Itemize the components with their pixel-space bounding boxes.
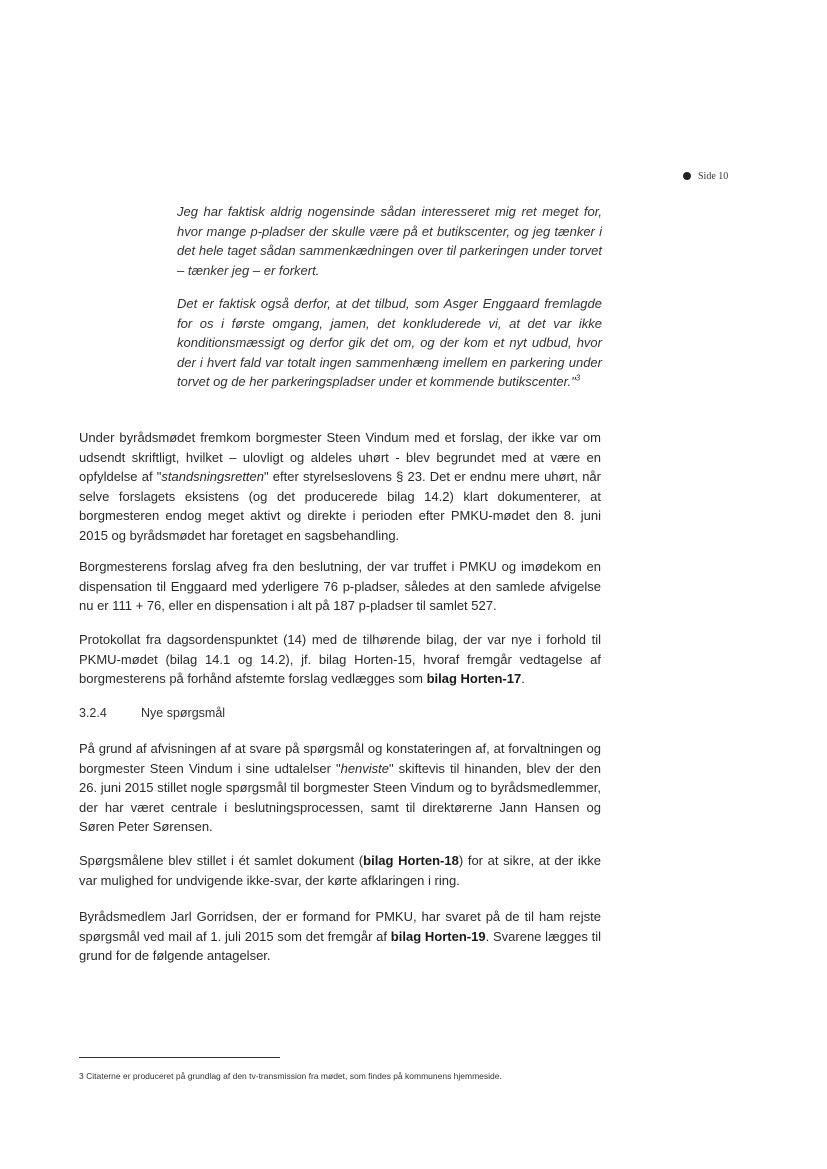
body-paragraph-5: Spørgsmålene blev stillet i ét samlet dokument (bilag Horten-18) for at sikre, at der ikke var mulighed for undvigende ikke-svar, der kørte afklaringen i ring. [79, 853, 601, 888]
quote-text-1: Jeg har faktisk aldrig nogensinde sådan interesseret mig ret meget for, hvor mange p-pladser der skulle være på et butikscenter, og jeg tænker i det hele taget sådan sammenkædningen over til parkeringen under torvet – tænker jeg – er forkert. [177, 204, 602, 278]
henviste-term: henviste [340, 760, 390, 776]
body-paragraph-6: Byrådsmedlem Jarl Gorridsen, der er formand for PMKU, har svaret på de til ham rejste spørgsmål ved mail af 1. juli 2015 som det fremgår af bilag Horten-19. Svarene lægges til grund for de følgende antagelser. [79, 909, 601, 963]
quote-paragraph-2 [177, 294, 602, 392]
bilag-horten-19-reference: bilag Horten-19 [390, 928, 486, 944]
footnote-divider [79, 1057, 280, 1058]
page-header [683, 169, 728, 183]
footnote-number: 3 [79, 1071, 84, 1081]
quote-paragraph-1 [177, 202, 602, 280]
body-paragraph-3: Protokollat fra dagsordenspunktet (14) med de tilhørende bilag, der var nye i forhold til PKMU-mødet (bilag 14.1 og 14.2), jf. bilag Horten-15, hvoraf fremgår vedtagelse af borgmesterens på forhånd afstemte forslag vedlægges som bilag Horten-17. [79, 632, 601, 686]
footnote-text: Citaterne er produceret på grundlag af den tv-transmission fra mødet, som findes på kommunens hjemmeside. [86, 1071, 502, 1081]
page-number: Side 10 [698, 170, 729, 182]
body-paragraph-4: På grund af afvisningen af at svare på spørgsmål og konstateringen af, at forvaltningen og borgmester Steen Vindum i sine udtalelser "henviste" skiftevis til hinanden, blev der den 26. juni 2015 stillet nogle spørgsmål til borgmester Steen Vindum og to byrådsmedlemmer, der har været centrale i beslutningsprocessen, samt til direktørerne Jann Hansen og Søren Peter Sørensen. [79, 741, 601, 834]
bilag-horten-17-reference: bilag Horten-17 [426, 671, 522, 686]
standsningsretten-term: standsningsretten [161, 469, 264, 484]
bullet-icon [683, 172, 691, 180]
quote-text-2: Det er faktisk også derfor, at det tilbud, som Asger Enggaard fremlagde for os i første omgang, jamen, det konkluderede vi, at det var ikke konditionsmæssigt og derfor gik det om, og der kom et nyt udbud, hvor der i hvert fald var totalt ingen sammenhæng imellem en parkering under torvet og de her parkeringspladser under et kommende butikscenter." [177, 296, 602, 389]
bilag-horten-18-reference: bilag Horten-18 [363, 853, 459, 868]
footnote [79, 1071, 502, 1081]
section-title: Nye spørgsmål [141, 706, 226, 720]
footnote-reference[interactable]: 3 [575, 373, 581, 383]
section-number: 3.2.4 [79, 706, 107, 720]
section-heading [79, 706, 225, 720]
body-paragraph-2: Borgmesterens forslag afveg fra den beslutning, der var truffet i PMKU og imødekom en dispensation til Enggaard med yderligere 76 p-pladser, således at den samlede afvigelse nu er 111 + 76, eller en dispensation i alt på 187 p-pladser til samlet 527. [79, 559, 601, 613]
body-paragraph-1: Under byrådsmødet fremkom borgmester Steen Vindum med et forslag, der ikke var om udsendt skriftligt, hvilket – ulovligt og aldeles uhørt - blev begrundet med at være en opfyldelse af "standsningsretten" efter styrelseslovens § 23. Det er endnu mere uhørt, når selve forslagets eksistens (og det producerede bilag 14.2) klart dokumenterer, at borgmesteren endog meget aktivt og direkte i perioden efter PMKU-mødet den 8. juni 2015 og byrådsmødet har foretaget en sagsbehandling. [79, 430, 601, 543]
